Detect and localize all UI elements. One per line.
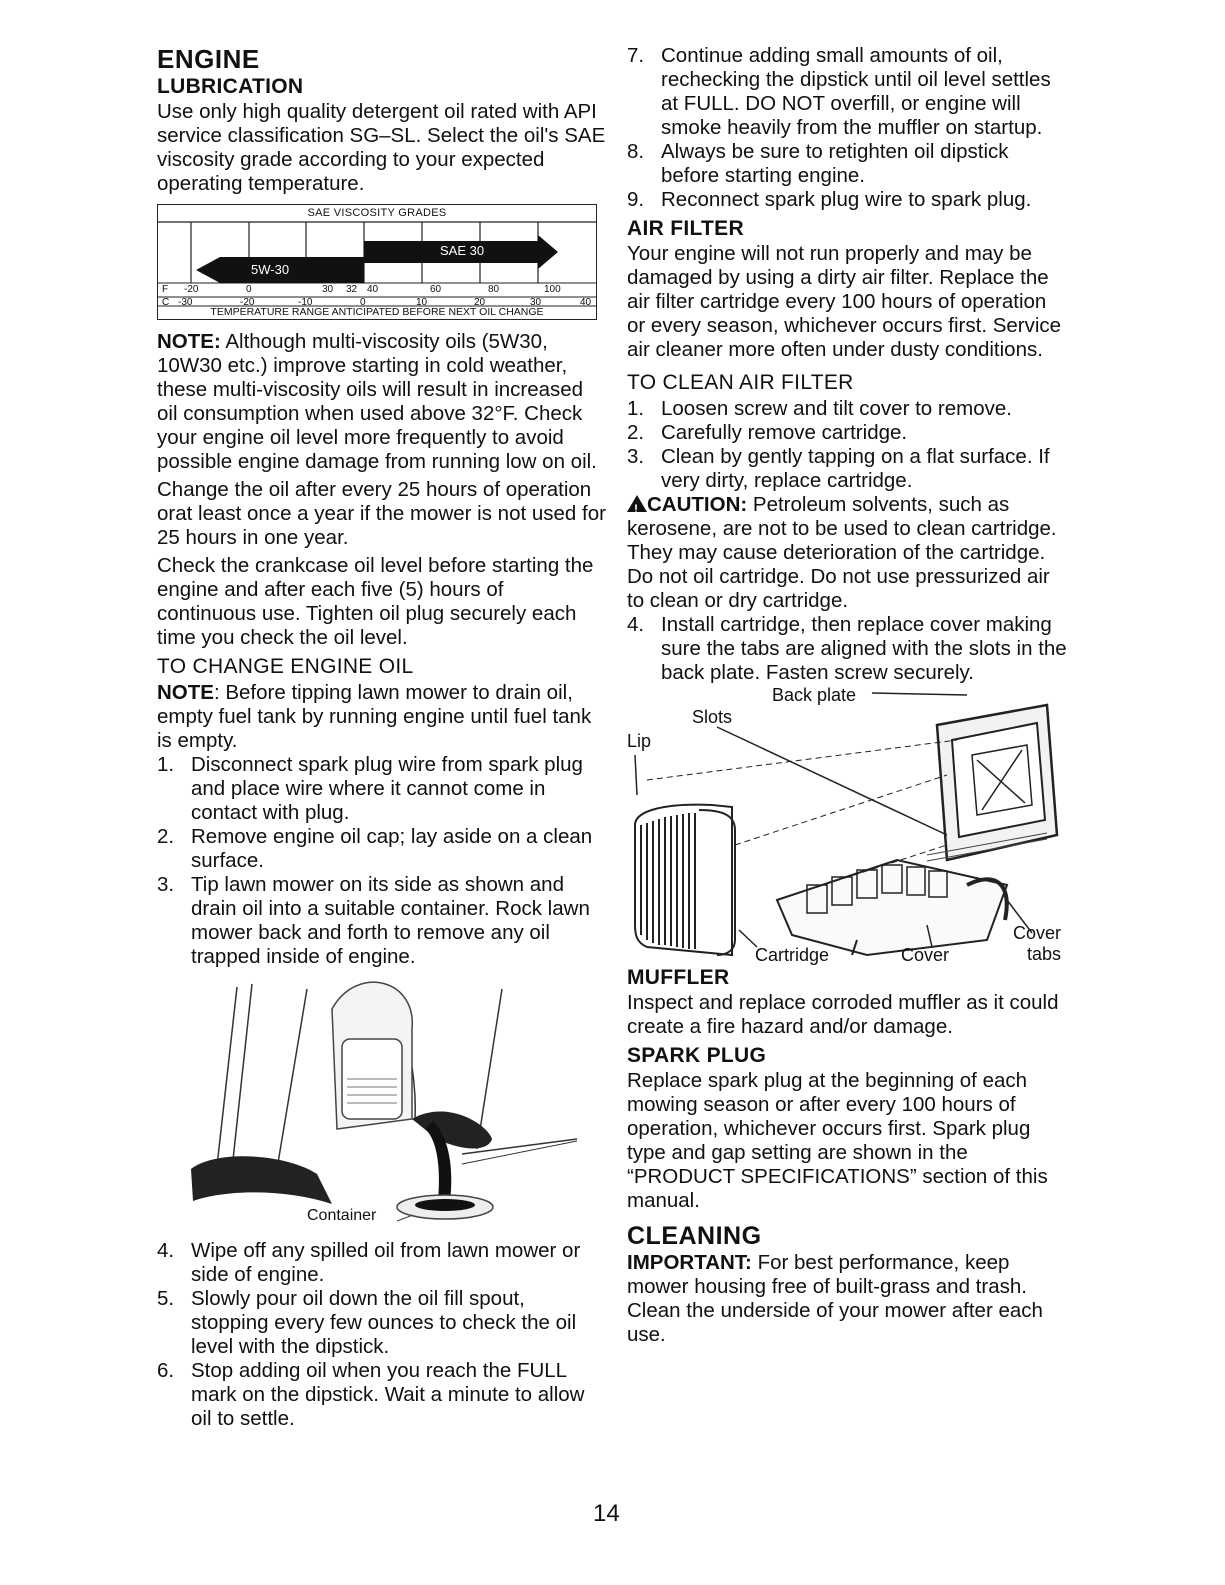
step-text: Slowly pour oil down the oil fill spout, stopping every few ounces to check the oil level with the dipstick. bbox=[191, 1287, 577, 1358]
cleaning-text bbox=[627, 1251, 1067, 1347]
list-item bbox=[157, 1287, 607, 1359]
note-fuel bbox=[157, 681, 607, 753]
caution-label: CAUTION: bbox=[647, 493, 748, 516]
subsection-title: LUBRICATION bbox=[157, 75, 304, 98]
air-filter-heading: AIR FILTER bbox=[627, 217, 744, 240]
cover-tabs-label-line: tabs bbox=[1026, 944, 1061, 964]
list-item bbox=[627, 613, 1067, 685]
chart-title: SAE VISCOSITY GRADES bbox=[307, 207, 447, 219]
list-item bbox=[627, 445, 1067, 493]
step-number: 3. bbox=[157, 873, 175, 896]
cartridge-label: Cartridge bbox=[755, 945, 830, 965]
c-tick: -20 bbox=[240, 297, 255, 308]
step-number: 9. bbox=[627, 188, 645, 211]
list-item bbox=[157, 1359, 607, 1431]
step-text: Tip lawn mower on its side as shown and drain oil into a suitable container. Rock lawn mower back and forth to remove any oil trapped inside of engine. bbox=[191, 873, 590, 968]
c-tick: -10 bbox=[298, 297, 313, 308]
f-tick: 32 bbox=[346, 284, 358, 295]
c-tick: 10 bbox=[416, 297, 428, 308]
step-text: Install cartridge, then replace cover making sure the tabs are aligned with the slots in the back plate. Fasten screw securely. bbox=[661, 613, 1067, 684]
note-multiviscosity bbox=[157, 330, 607, 474]
list-item bbox=[157, 825, 607, 873]
lubrication-intro: Use only high quality detergent oil rated with API service classification SG–SL. Select the oil's SAE viscosity grade according to your expected operating temperature. bbox=[157, 100, 606, 195]
caution-paragraph bbox=[627, 493, 1067, 613]
important-text: For best performance, keep mower housing free of built-grass and trash. Clean the underside of your mower after each use. bbox=[627, 1251, 1043, 1346]
cover-drawing bbox=[777, 860, 1007, 955]
f-axis-label: F bbox=[162, 284, 169, 295]
step-number: 7. bbox=[627, 44, 645, 67]
caution-text: Petroleum solvents, such as kerosene, are not to be used to clean cartridge. They may cause deterioration of the cartridge. Do not oil cartridge. Do not use pressurized air to clean or dry cartridge. bbox=[627, 493, 1057, 612]
oil-drain-illustration bbox=[157, 969, 597, 1239]
cover-tabs-label bbox=[1009, 923, 1061, 965]
step-text: Wipe off any spilled oil from lawn mower or side of engine. bbox=[191, 1239, 581, 1286]
f-tick: -20 bbox=[184, 284, 199, 295]
air-filter-figure bbox=[627, 685, 1067, 965]
clean-air-filter-heading: TO CLEAN AIR FILTER bbox=[627, 371, 854, 394]
c-axis-label: C bbox=[162, 297, 170, 308]
step-number: 1. bbox=[157, 753, 175, 776]
warning-triangle-icon bbox=[627, 495, 647, 512]
step-number: 4. bbox=[157, 1239, 175, 1262]
crankcase-check: Check the crankcase oil level before starting the engine and after each five (5) hours of continuous use. Tighten oil plug securely each time you check the oil level. bbox=[157, 554, 594, 649]
c-tick: -30 bbox=[178, 297, 193, 308]
f-tick: 0 bbox=[246, 284, 252, 295]
step-number: 2. bbox=[627, 421, 645, 444]
important-label: IMPORTANT: bbox=[627, 1251, 752, 1274]
c-tick: 40 bbox=[580, 297, 592, 308]
spark-plug-text: Replace spark plug at the beginning of each mowing season or after every 100 hours of operation, whichever occurs first. Spark plug type and gap setting are shown in the “PRODUCT SPECIFICATIONS” section of this manual. bbox=[627, 1069, 1048, 1212]
step-text: Always be sure to retighten oil dipstick before starting engine. bbox=[661, 140, 1009, 187]
note-label: NOTE: bbox=[157, 330, 221, 353]
step-text: Reconnect spark plug wire to spark plug. bbox=[661, 188, 1032, 211]
list-item bbox=[627, 421, 1067, 445]
right-column bbox=[627, 44, 1067, 1351]
note-text: Although multi-viscosity oils (5W30, 10W30 etc.) improve starting in cold weather, these multi-viscosity oils will result in increased oil consumption when used above 32°F. Check your engine oil level more frequently to avoid possible engine damage from running low on oil. bbox=[157, 330, 597, 473]
list-item bbox=[157, 753, 607, 825]
list-item bbox=[627, 188, 1067, 212]
cover-label: Cover bbox=[901, 945, 950, 965]
container-label: Container bbox=[307, 1207, 377, 1224]
step-text: Remove engine oil cap; lay aside on a clean surface. bbox=[191, 825, 593, 872]
page-number: 14 bbox=[593, 1500, 620, 1527]
list-item bbox=[627, 397, 1067, 421]
step-text: Clean by gently tapping on a flat surface. If very dirty, replace cartridge. bbox=[661, 445, 1050, 492]
f-axis bbox=[158, 284, 596, 296]
oil-change-interval: Change the oil after every 25 hours of operation orat least once a year if the mower is not used for 25 hours in one year. bbox=[157, 478, 606, 549]
air-filter-text: Your engine will not run properly and may be damaged by using a dirty air filter. Replace the air filter cartridge every 100 hours of operation or every season, whichever occurs first. Service air cleaner more often under dusty conditions. bbox=[627, 242, 1062, 361]
f-tick: 100 bbox=[544, 284, 561, 295]
muffler-heading: MUFFLER bbox=[627, 966, 730, 989]
left-column bbox=[157, 44, 607, 1431]
step-number: 1. bbox=[627, 397, 645, 420]
label-5w30: 5W-30 bbox=[251, 262, 290, 277]
c-tick: 20 bbox=[474, 297, 486, 308]
note-label: NOTE bbox=[157, 681, 214, 704]
step-number: 8. bbox=[627, 140, 645, 163]
f-tick: 60 bbox=[430, 284, 442, 295]
cartridge-drawing bbox=[635, 805, 735, 955]
f-tick: 40 bbox=[367, 284, 379, 295]
cover-tabs-label-line: Cover bbox=[1012, 923, 1061, 943]
step-text: Stop adding oil when you reach the FULL mark on the dipstick. Wait a minute to allow oil to settle. bbox=[191, 1359, 585, 1430]
chart-footer: TEMPERATURE RANGE ANTICIPATED BEFORE NEXT OIL CHANGE bbox=[210, 306, 544, 318]
spark-plug-heading: SPARK PLUG bbox=[627, 1044, 767, 1067]
step-number: 4. bbox=[627, 613, 645, 636]
list-item bbox=[157, 873, 607, 969]
step-number: 3. bbox=[627, 445, 645, 468]
step-text: Carefully remove cartridge. bbox=[661, 421, 908, 444]
viscosity-chart bbox=[157, 204, 597, 320]
list-item bbox=[627, 44, 1067, 140]
step-number: 6. bbox=[157, 1359, 175, 1382]
muffler-text: Inspect and replace corroded muffler as it could create a fire hazard and/or damage. bbox=[627, 991, 1059, 1038]
back-plate-drawing bbox=[927, 705, 1057, 861]
section-title: ENGINE bbox=[157, 44, 260, 74]
back-plate-label: Back plate bbox=[772, 685, 857, 705]
step-text: Disconnect spark plug wire from spark plug and place wire where it cannot come in contact with plug. bbox=[191, 753, 583, 824]
f-tick: 30 bbox=[322, 284, 334, 295]
step-text: Continue adding small amounts of oil, rechecking the dipstick until oil level settles at FULL. DO NOT overfill, or engine will smoke heavily from the muffler on startup. bbox=[661, 44, 1051, 139]
note-text: : Before tipping lawn mower to drain oil, empty fuel tank by running engine until fuel tank is empty. bbox=[157, 681, 592, 752]
oil-drain-figure bbox=[157, 969, 597, 1239]
label-sae30: SAE 30 bbox=[440, 243, 485, 258]
c-tick: 0 bbox=[360, 297, 366, 308]
cleaning-heading: CLEANING bbox=[627, 1222, 762, 1250]
f-tick: 80 bbox=[488, 284, 500, 295]
step-number: 2. bbox=[157, 825, 175, 848]
step-number: 5. bbox=[157, 1287, 175, 1310]
slots-label: Slots bbox=[692, 707, 733, 727]
change-oil-heading: TO CHANGE ENGINE OIL bbox=[157, 655, 414, 678]
list-item bbox=[627, 140, 1067, 188]
step-text: Loosen screw and tilt cover to remove. bbox=[661, 397, 1012, 420]
lip-label: Lip bbox=[627, 731, 652, 751]
list-item bbox=[157, 1239, 607, 1287]
c-tick: 30 bbox=[530, 297, 542, 308]
